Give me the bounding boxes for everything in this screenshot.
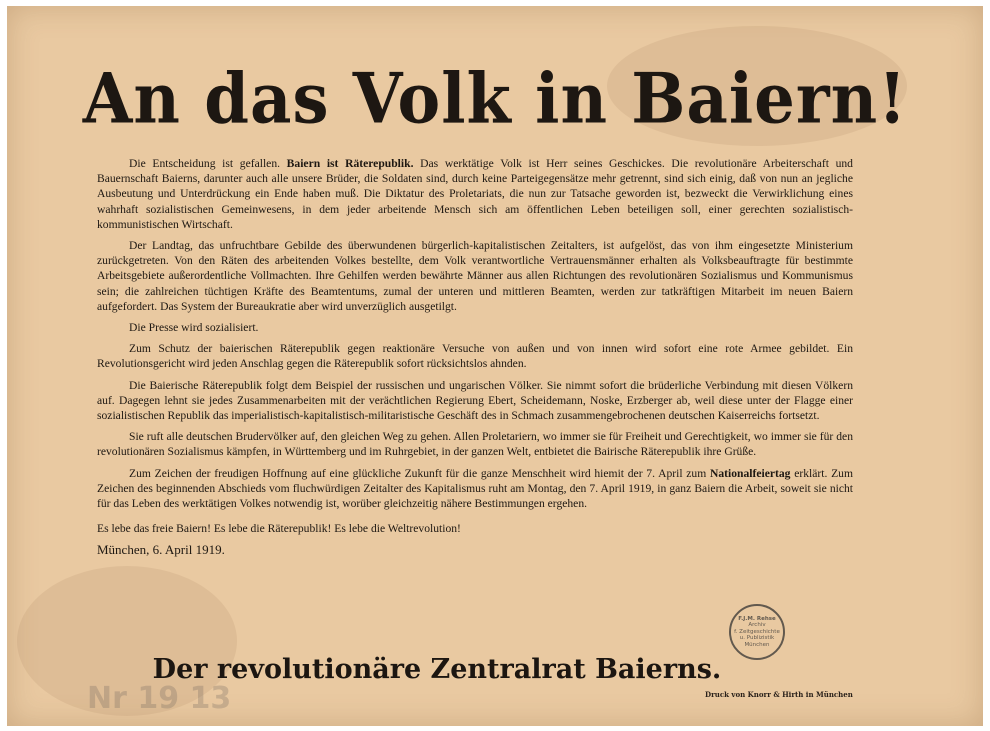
archive-stamp: F.J.M. Rehse Archiv f. Zeitgeschichte u. Publizistik München (729, 604, 785, 660)
paragraph-brotherhood: Die Baierische Räterepublik folgt dem Beispiel der russischen und ungarischen Völker. Sie nimmt sofort die brüderliche Verbindung mit diesen Völkern auf. Dagegen lehnt sie jedes Zusammenarbeiten mit der verächtlichen Regierung Ebert, Scheidemann, Noske, Erzberger ab, weil diese unter der Flagge einer sozialistischen Republik das imperialistisch-kapitalistisch-militaristische Geschäft des in Schmach zusammengebrochenen deutschen Kaiserreichs fortsetzt. (97, 378, 853, 423)
ghost-number: Nr 19 13 (87, 681, 232, 716)
place-date: München, 6. April 1919. (97, 542, 225, 558)
bold-phrase: Baiern ist Räterepublik. (286, 157, 414, 170)
paragraph-press: Die Presse wird sozialisiert. (129, 321, 259, 335)
proclamation-body (97, 156, 853, 564)
printer-credit: Druck von Knorr & Hirth in München (705, 690, 853, 699)
paragraph-landtag: Der Landtag, das unfruchtbare Gebilde des überwundenen bürgerlich-kapitalistischen Zeitalters, ist aufgelöst, das von ihm eingesetzte Ministerium zurückgetreten. Von den Räten des arbeitenden Volkes bestellte, dem Volk verantwortliche Vertrauensmänner erhalten als Volksbeauftragte für bestimmte Arbeitsgebiete außerordentliche Vollmachten. Ihre Gehilfen werden bewährte Männer aus allen Richtungen des revolutionären Sozialismus und Kommunismus sein; die zahlreichen tüchtigen Kräfte des Beamtentums, zumal der unteren und mittleren Beamten, werden zur tatkräftigen Mitarbeit im neuen Baiern aufgefordert. Das System der Bureaukratie aber wird unverzüglich ausgetilgt. (97, 239, 853, 313)
paragraph-decision: Die Entscheidung ist gefallen. Baiern ist Räterepublik. Das werktätige Volk ist Herr seines Geschickes. Die revolutionäre Arbeiterschaft und Bauernschaft Baierns, darunter auch alle unsere Brüder, die Soldaten sind, durch keine Parteigegensätze mehr getrennt, sind sich einig, daß von nun an jegliche Ausbeutung und Unterdrückung ein Ende haben muß. Die Diktatur des Proletariats, die nun zur Tatsache geworden ist, bezweckt die Verwirklichung eines wahrhaft sozialistischen Gemeinwesens, in dem jeder arbeitende Mensch sich am öffentlichen Leben beteiligen soll, einer gerechten sozialistisch-kommunistischen Wirtschaft. (97, 157, 853, 231)
signature-line: Der revolutionäre Zentralrat Baierns. (152, 654, 722, 685)
paragraph-holiday: Zum Zeichen der freudigen Hoffnung auf eine glückliche Zukunft für die ganze Menschheit wird hiemit der 7. April zum Nationalfeiertag erklärt. Zum Zeichen des beginnenden Abschieds vom fluchwürdigen Zeitalter des Kapitalismus ruht am Montag, den 7. April 1919, in ganz Baiern die Arbeit, soweit sie nicht für das Leben des werktätigen Volkes notwendig ist, worüber gleichzeitig nähere Bestimmungen ergehen. (97, 466, 853, 511)
paragraph-appeal: Sie ruft alle deutschen Brudervölker auf, den gleichen Weg zu gehen. Allen Proletariern, wo immer sie für Freiheit und Gerechtigkeit, wo immer sie für den revolutionären Sozialismus kämpfen, in Württemberg und im Ruhrgebiet, in der ganzen Welt, entbietet die Bairische Räterepublik ihre Grüße. (97, 430, 853, 459)
poster-title: An das Volk in Baiern! (82, 59, 908, 140)
bold-phrase: Nationalfeiertag (709, 466, 791, 480)
poster-sheet (7, 6, 983, 726)
paragraph-red-army: Zum Schutz der baierischen Räterepublik gegen reaktionäre Versuche von außen und von innen wird sofort eine rote Armee gebildet. Ein Revolutionsgericht wird jeden Anschlag gegen die Räterepublik sofort rücksichtslos ahnden. (97, 342, 853, 371)
slogan-line: Es lebe das freie Baiern! Es lebe die Räterepublik! Es lebe die Weltrevolution! (97, 522, 461, 536)
